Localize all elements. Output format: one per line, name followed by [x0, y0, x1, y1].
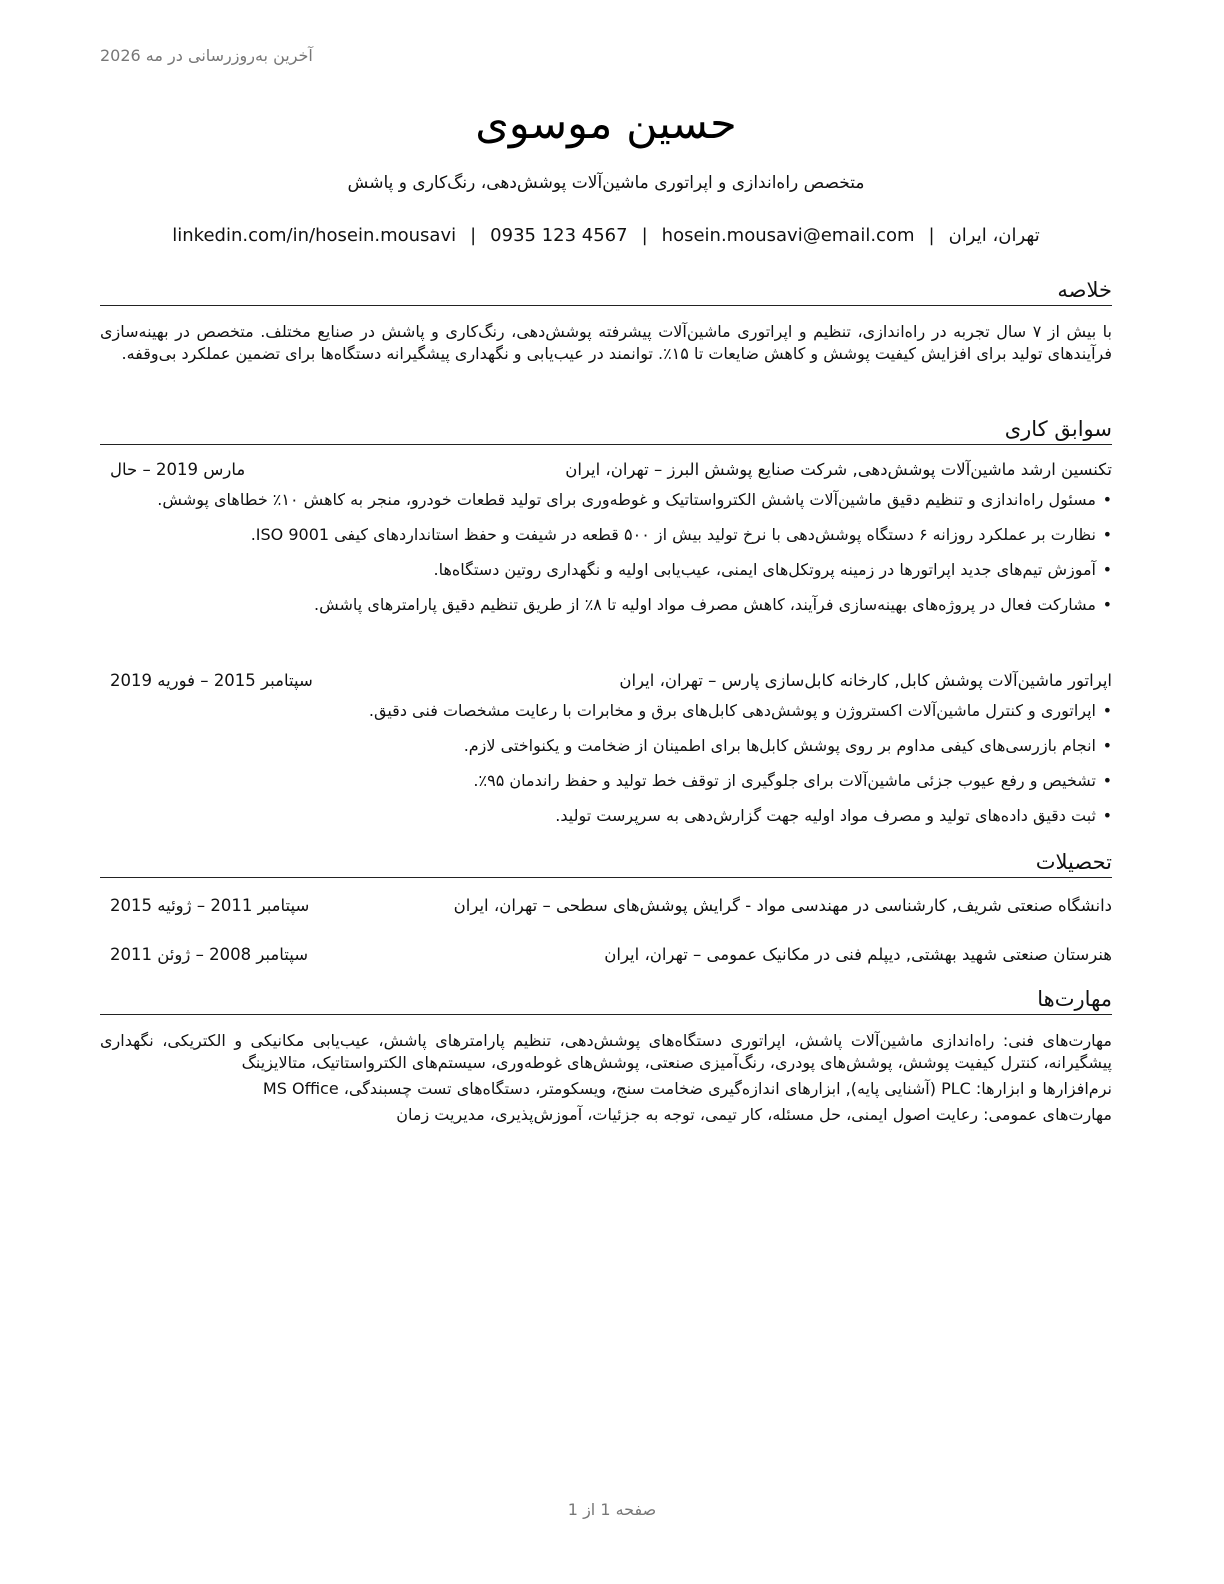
separator: |: [928, 225, 935, 246]
skills-general: مهارت‌های عمومی: رعایت اصول ایمنی، حل مسئله، کار تیمی، توجه به جزئیات، آموزش‌پذیری، مدیریت زمان: [396, 1105, 1112, 1124]
education-degree: هنرستان صنعتی شهید بهشتی, دیپلم فنی در مکانیک عمومی – تهران، ایران: [604, 945, 1112, 964]
skills-tools: نرم‌افزارها و ابزارها: PLC (آشنایی پایه), ابزارهای اندازه‌گیری ضخامت سنج، ویسکومتر، دستگاه‌های تست چسبندگی، MS Office: [262, 1079, 1112, 1098]
education-heading: تحصیلات: [100, 848, 1112, 878]
separator: |: [641, 225, 648, 246]
job-bullets: [100, 700, 1112, 840]
job-role: اپراتور ماشین‌آلات پوشش کابل, کارخانه کابل‌سازی پارس – تهران، ایران: [619, 671, 1112, 690]
list-item: • ثبت دقیق داده‌های تولید و مصرف مواد اولیه جهت گزارش‌دهی به سرپرست تولید.: [100, 805, 1112, 827]
email-link[interactable]: hosein.mousavi@email.com: [661, 225, 915, 246]
linkedin-link[interactable]: linkedin.com/in/hosein.mousavi: [172, 225, 457, 246]
job-bullets: [100, 489, 1112, 629]
summary-text: با بیش از ۷ سال تجربه در راه‌اندازی، تنظیم و اپراتوری ماشین‌آلات پیشرفته پوشش‌دهی، رنگ‌کاری و پاشش در صنایع مختلف. متخصص در بهینه‌سازی فرآیندهای تولید برای افزایش کیفیت پوشش و کاهش ضایعات تا ۱۵٪. توانمند در عیب‌یابی و نگهداری پیشگیرانه دستگاه‌ها برای تضمین عملکرد بی‌وقفه.: [100, 322, 1113, 363]
page-number: صفحه 1 از 1: [567, 1500, 657, 1519]
candidate-name: حسین موسوی: [475, 99, 737, 149]
job-dates: مارس 2019 – حال: [110, 460, 246, 479]
skills-technical: مهارت‌های فنی: راه‌اندازی ماشین‌آلات پاشش، اپراتوری دستگاه‌های پوشش‌دهی، تنظیم پارامترهای پاشش، عیب‌یابی مکانیکی و الکتریکی، نگهداری پیشگیرانه، کنترل کیفیت پوشش، پوشش‌های پودری، رنگ‌آمیزی صنعتی، پوشش‌های غوطه‌وری، سیستم‌های الکترواستاتیک، متالایزینگ: [100, 1031, 1112, 1072]
job-dates: سپتامبر 2015 – فوریه 2019: [110, 671, 313, 690]
separator: |: [470, 225, 477, 246]
job-role: تکنسین ارشد ماشین‌آلات پوشش‌دهی, شرکت صنایع پوشش البرز – تهران، ایران: [565, 460, 1112, 479]
list-item: • مشارکت فعال در پروژه‌های بهینه‌سازی فرآیند، کاهش مصرف مواد اولیه تا ۸٪ از طریق تنظیم دقیق پارامترهای پاشش.: [100, 594, 1112, 616]
summary-heading: خلاصه: [100, 276, 1112, 306]
contact-line: [100, 222, 1112, 250]
list-item: • مسئول راه‌اندازی و تنظیم دقیق ماشین‌آلات پاشش الکترواستاتیک و غوطه‌وری برای تولید قطعات خودرو، منجر به کاهش ۱۰٪ خطاهای پوشش.: [100, 489, 1112, 511]
phone-number[interactable]: 0935 123 4567: [490, 225, 628, 246]
list-item: • انجام بازرسی‌های کیفی مداوم بر روی پوشش کابل‌ها برای اطمینان از ضخامت و یکنواختی لازم.: [100, 735, 1112, 757]
job-header: [100, 457, 1112, 483]
list-item: • اپراتوری و کنترل ماشین‌آلات اکستروژن و پوشش‌دهی کابل‌های برق و مخابرات با رعایت مشخصات فنی دقیق.: [100, 700, 1112, 722]
location: تهران، ایران: [948, 225, 1040, 246]
education-item: [100, 893, 1112, 919]
skills-heading: مهارت‌ها: [100, 985, 1112, 1015]
education-item: [100, 942, 1112, 968]
education-dates: سپتامبر 2011 – ژوئیه 2015: [110, 896, 310, 915]
list-item: • آموزش تیم‌های جدید اپراتورها در زمینه پروتکل‌های ایمنی، عیب‌یابی اولیه و نگهداری روتین دستگاه‌ها.: [100, 559, 1112, 581]
list-item: • تشخیص و رفع عیوب جزئی ماشین‌آلات برای جلوگیری از توقف خط تولید و حفظ راندمان ۹۵٪.: [100, 770, 1112, 792]
last-updated: آخرین به‌روزرسانی در مه 2026: [100, 46, 313, 65]
list-item: • نظارت بر عملکرد روزانه ۶ دستگاه پوشش‌دهی با نرخ تولید بیش از ۵۰۰ قطعه در شیفت و حفظ استانداردهای کیفی ISO 9001.: [100, 524, 1112, 546]
job-header: [100, 668, 1112, 694]
education-dates: سپتامبر 2008 – ژوئن 2011: [110, 945, 309, 964]
job-title: متخصص راه‌اندازی و اپراتوری ماشین‌آلات پوشش‌دهی، رنگ‌کاری و پاشش: [347, 173, 865, 193]
experience-heading: سوابق کاری: [100, 415, 1112, 445]
skills-list: [100, 1030, 1112, 1130]
education-degree: دانشگاه صنعتی شریف, کارشناسی در مهندسی مواد - گرایش پوشش‌های سطحی – تهران، ایران: [453, 896, 1112, 915]
